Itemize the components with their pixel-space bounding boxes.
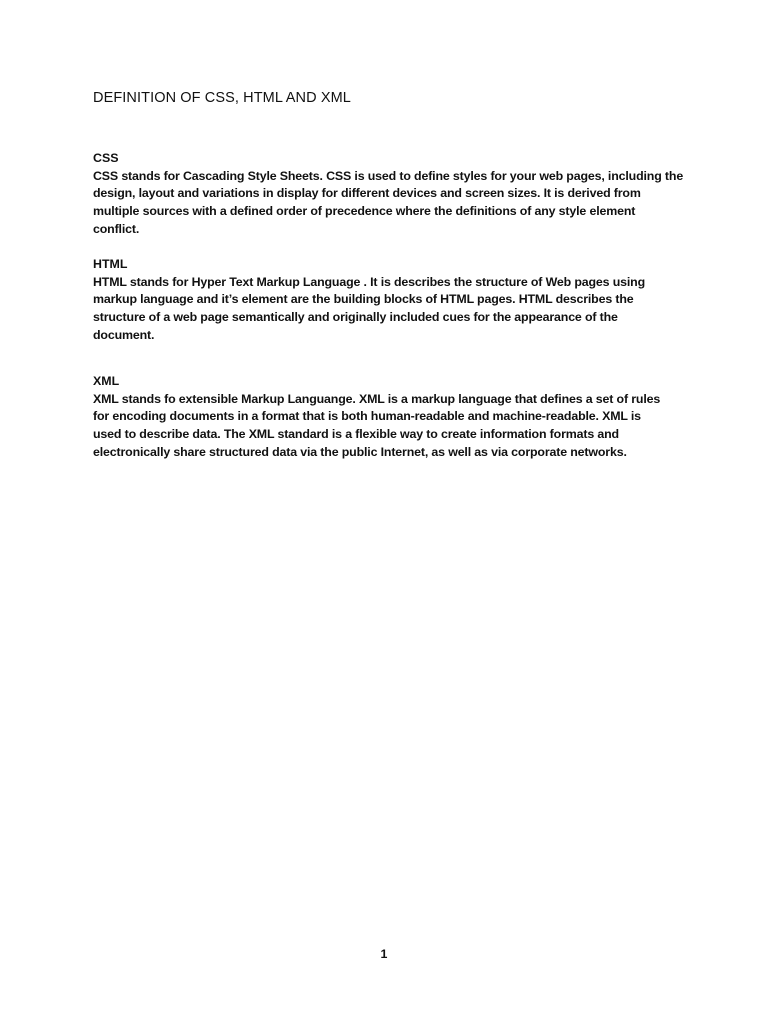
section-body xyxy=(93,168,683,239)
paragraph-line: design, layout and variations in display for different devices and screen sizes. It is derived from xyxy=(93,186,641,201)
section-html xyxy=(93,256,683,345)
paragraph-line: electronically share structured data via the public Internet, as well as via corporate networks. xyxy=(93,444,627,459)
document-title: DEFINITION OF CSS, HTML AND XML xyxy=(93,90,351,106)
paragraph-line: multiple sources with a defined order of precedence where the definitions of any style element xyxy=(93,204,636,219)
paragraph-line: document. xyxy=(93,327,155,342)
section-heading: HTML xyxy=(93,257,128,271)
paragraph-line: HTML stands for Hyper Text Markup Language . It is describes the structure of Web pages using xyxy=(93,274,645,289)
section-body xyxy=(93,391,683,462)
page-number xyxy=(0,947,768,961)
section-heading: CSS xyxy=(93,151,119,165)
section-css xyxy=(93,150,683,239)
paragraph-line: markup language and it’s element are the building blocks of HTML pages. HTML describes the xyxy=(93,292,634,307)
paragraph-line: used to describe data. The XML standard is a flexible way to create information formats and xyxy=(93,427,619,442)
paragraph-line: XML stands fo extensible Markup Languange. XML is a markup language that defines a set of rules xyxy=(93,391,661,406)
section-heading: XML xyxy=(93,374,120,388)
paragraph-line: CSS stands for Cascading Style Sheets. CSS is used to define styles for your web pages, including the xyxy=(93,168,684,183)
page-number-text: 1 xyxy=(380,947,388,961)
section-xml xyxy=(93,373,683,462)
paragraph-line: conflict. xyxy=(93,221,140,236)
section-body xyxy=(93,274,683,345)
paragraph-line: for encoding documents in a format that is both human-readable and machine-readable. XML is xyxy=(93,409,641,424)
paragraph-line: structure of a web page semantically and originally included cues for the appearance of the xyxy=(93,310,618,325)
